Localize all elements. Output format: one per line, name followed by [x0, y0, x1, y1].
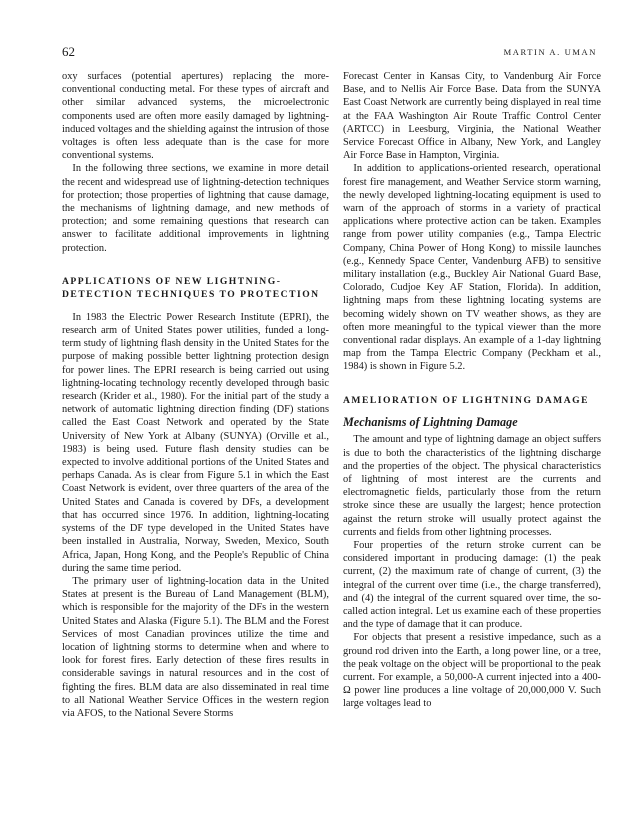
- page-number: 62: [62, 44, 75, 59]
- paragraph-epri-study: In 1983 the Electric Power Research Institute (EPRI), the research arm of United States power utilities, funded a long-term study of lightning flash density in the United States for the purpose of making possible better lightning protection design for power lines. The EPRI research is being carried out using lightning-locating technology recently developed through basic research (Krider et al., 1980). For the initial part of the study a network of automatic lightning direction finding (DF) stations called the East Coast Network and operated by the State University of New York at Albany (SUNYA) (Orville et al., 1983) is being used. Future flash density studies can be expected to involve additional portions of the United States and perhaps Canada. As is clear from Figure 5.1 in which the East Coast Network is evident, over three quarters of the area of the United States and Canada is covered by DFs, a development that has occurred since 1976. In addition, lightning-locating systems of the DF type developed in the United States have been installed in Australia, Norway, Sweden, Mexico, South Africa, Japan, Hong Kong, and the People's Republic of China during the same time period.: [62, 311, 329, 574]
- paragraph-overview: In the following three sections, we examine in more detail the recent and widespread use of lightning-detection techniques for protection; those properties of lightning that cause damage, the mechanisms of lightning damage, and new methods of protection; and some remaining questions that research can answer to facilitate additional improvements in lightning protection.: [62, 163, 329, 254]
- subsection-heading-mechanisms: Mechanisms of Lightning Damage: [343, 415, 518, 430]
- paragraph-applications-examples: In addition to applications-oriented research, operational forest fire management, and Weather Service storm warning, the newly developed lightning-locating equipment is used to warn of the approach of storms in a variety of practical applications where protective action can be taken. Examples range from power utility companies (e.g., Tampa Electric Company, China Power of Hong Kong) to missile launches (e.g., Kennedy Space Center, Vandenburg AFB) to sensitive military installation (e.g., Buckley Air National Guard Base, Colorado, Cudjoe Key AF Station, Florida). In addition, lightning maps from these lightning locating systems are becoming widely shown on TV weather shows, as they are often more meaningful to the typical viewer than the more conventional radar displays. An example of a 1-day lightning map from the Tampa Electric Company (Peckham et al., 1984) is shown in Figure 5.2.: [343, 163, 601, 373]
- right-column: [343, 70, 601, 711]
- paragraph-return-stroke-properties: Four properties of the return stroke current can be considered important in producing damage: (1) the peak current, (2) the maximum rate of change of current, (3) the integral of the current over time (i.e., the charge transferred), and (4) the integral of the current squared over time, the so-called action integral. Let us examine each of these properties and the type of damage that it can produce.: [343, 540, 601, 631]
- paragraph-continued: oxy surfaces (potential apertures) replacing the more-conventional conducting metal. For these types of aircraft and other similar advanced systems, the microelectronic components used are often more easily damaged by lightning-induced voltages and the shielding against the intrusion of those voltages is often less adequate than is the case for more conventional systems.: [62, 71, 329, 162]
- paragraph-resistive-impedance: For objects that present a resistive impedance, such as a ground rod driven into the Earth, a long power line, or a tree, the peak voltage on the object will be proportional to the peak current. For example, a 50,000-A current injected into a 400-Ω power line produces a line voltage of 20,000,000 V. Such large voltages lead to: [343, 632, 601, 710]
- running-head: MARTIN A. UMAN: [503, 47, 597, 57]
- section-heading-applications: APPLICATIONS OF NEW LIGHTNING-DETECTION TECHNIQUES TO PROTECTION: [62, 275, 320, 301]
- left-column: [62, 70, 329, 720]
- paragraph-continued-right: Forecast Center in Kansas City, to Vandenburg Air Force Base, and to Nellis Air Force Base. Data from the SUNYA East Coast Network are currently being displayed in real time at the FAA Washington Air Route Traffic Control Center (ARTCC) in Leesburg, Virginia, the National Weather Service Forecast Office in Albany, New York, and Langley Air Force Base in Hampton, Virginia.: [343, 71, 601, 162]
- paragraph-damage-characteristics: The amount and type of lightning damage an object suffers is due to both the characteristics of the lightning discharge and the properties of the object. The physical characteristics of lightning of most interest are the currents and electromagnetic fields, particularly those from the return stroke since these are usually the largest; hence protection against the return stroke will usually protect against the currents and fields from other lightning processes.: [343, 434, 601, 538]
- paragraph-blm-users: The primary user of lightning-location data in the United States at present is the Bureau of Land Management (BLM), which is responsible for the majority of the DFs in the western United States and Alaska (Figure 5.1). The BLM and the Forest Services of most Canadian provinces utilize the time and location of lightning storms to determine when and where to look for forest fires. Early detection of these fires results in considerable savings in natural resources and in the cost of fighting the fires. BLM data are also disseminated in real time to all National Weather Service Offices in the western region via AFOS, to the National Severe Storms: [62, 575, 329, 719]
- section-heading-amelioration: AMELIORATION OF LIGHTNING DAMAGE: [343, 394, 590, 406]
